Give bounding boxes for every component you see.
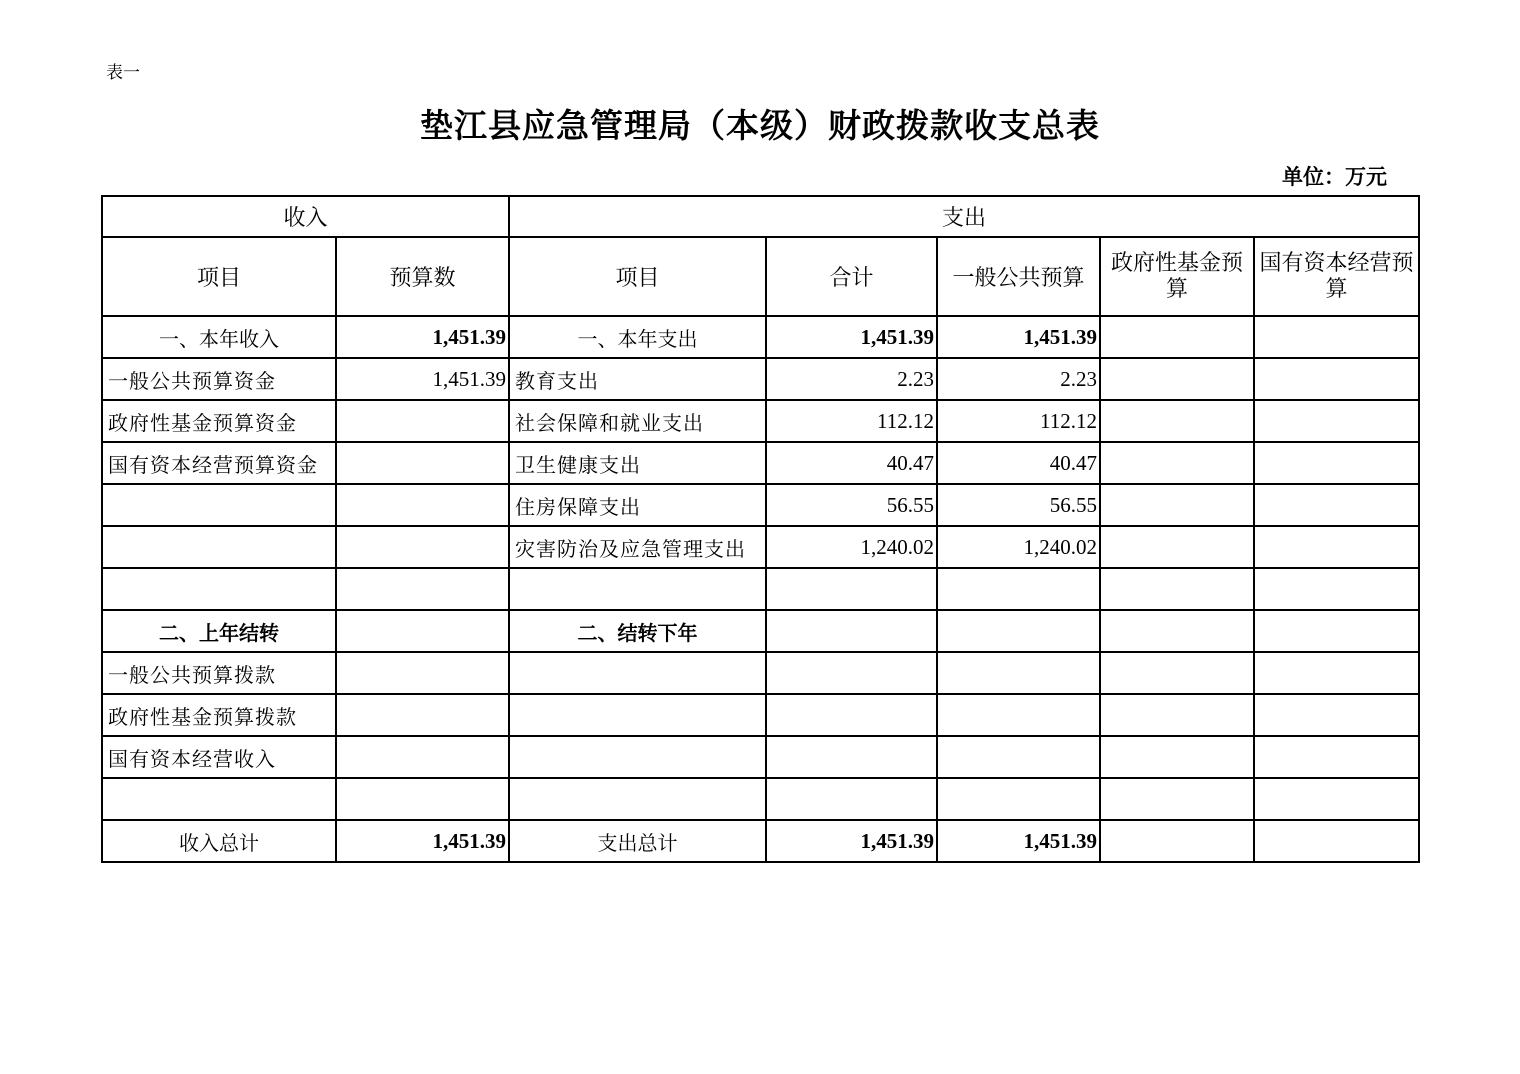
- state-capital-cell: [1254, 526, 1419, 568]
- header-row-2: [102, 237, 1419, 316]
- income-value-cell: [336, 484, 509, 526]
- total-cell: 1,240.02: [766, 526, 937, 568]
- income-item-cell: [102, 526, 336, 568]
- expenditure-item-header: 项目: [509, 237, 766, 316]
- state-capital-cell: [1254, 316, 1419, 358]
- expenditure-item-cell: 卫生健康支出: [509, 442, 766, 484]
- table-row: [102, 820, 1419, 862]
- expenditure-item-cell: 住房保障支出: [509, 484, 766, 526]
- income-value-cell: [336, 694, 509, 736]
- table-row: [102, 400, 1419, 442]
- general-public-cell: [937, 778, 1100, 820]
- income-value-cell: [336, 610, 509, 652]
- income-value-cell: [336, 568, 509, 610]
- income-item-cell: 一般公共预算资金: [102, 358, 336, 400]
- total-header: 合计: [766, 237, 937, 316]
- income-header: 收入: [102, 196, 509, 237]
- general-public-cell: [937, 736, 1100, 778]
- table-row: [102, 358, 1419, 400]
- income-value-cell: 1,451.39: [336, 820, 509, 862]
- gov-fund-cell: [1100, 778, 1254, 820]
- total-cell: [766, 736, 937, 778]
- total-cell: [766, 652, 937, 694]
- gov-fund-cell: [1100, 400, 1254, 442]
- general-public-cell: [937, 568, 1100, 610]
- income-value-cell: [336, 652, 509, 694]
- income-item-cell: 一、本年收入: [102, 316, 336, 358]
- income-item-cell: [102, 484, 336, 526]
- income-item-header: 项目: [102, 237, 336, 316]
- gov-fund-cell: [1100, 442, 1254, 484]
- gov-fund-cell: [1100, 484, 1254, 526]
- total-cell: 1,451.39: [766, 316, 937, 358]
- general-public-cell: 56.55: [937, 484, 1100, 526]
- expenditure-item-cell: 社会保障和就业支出: [509, 400, 766, 442]
- general-public-header: 一般公共预算: [937, 237, 1100, 316]
- expenditure-item-cell: 教育支出: [509, 358, 766, 400]
- income-value-cell: 1,451.39: [336, 316, 509, 358]
- total-cell: 112.12: [766, 400, 937, 442]
- total-cell: 56.55: [766, 484, 937, 526]
- expenditure-item-cell: 支出总计: [509, 820, 766, 862]
- state-capital-cell: [1254, 778, 1419, 820]
- total-cell: 40.47: [766, 442, 937, 484]
- table-row: [102, 484, 1419, 526]
- general-public-cell: [937, 694, 1100, 736]
- income-value-cell: [336, 442, 509, 484]
- state-capital-cell: [1254, 652, 1419, 694]
- budget-header: 预算数: [336, 237, 509, 316]
- total-cell: [766, 568, 937, 610]
- gov-fund-cell: [1100, 526, 1254, 568]
- total-cell: 2.23: [766, 358, 937, 400]
- state-capital-cell: [1254, 610, 1419, 652]
- table-row: [102, 526, 1419, 568]
- state-capital-cell: [1254, 568, 1419, 610]
- income-item-cell: 国有资本经营预算资金: [102, 442, 336, 484]
- gov-fund-cell: [1100, 820, 1254, 862]
- income-value-cell: [336, 778, 509, 820]
- table-body: [102, 316, 1419, 862]
- table-row: [102, 442, 1419, 484]
- income-value-cell: [336, 526, 509, 568]
- general-public-cell: 1,451.39: [937, 316, 1100, 358]
- general-public-cell: 112.12: [937, 400, 1100, 442]
- income-item-cell: 一般公共预算拨款: [102, 652, 336, 694]
- state-capital-cell: [1254, 694, 1419, 736]
- table-row: [102, 778, 1419, 820]
- table-row: [102, 568, 1419, 610]
- expenditure-header: 支出: [509, 196, 1419, 237]
- state-capital-cell: [1254, 484, 1419, 526]
- table-row: [102, 610, 1419, 652]
- income-value-cell: [336, 400, 509, 442]
- table-row: [102, 316, 1419, 358]
- expenditure-item-cell: [509, 778, 766, 820]
- income-item-cell: 政府性基金预算拨款: [102, 694, 336, 736]
- total-cell: [766, 610, 937, 652]
- gov-fund-cell: [1100, 316, 1254, 358]
- gov-fund-cell: [1100, 610, 1254, 652]
- income-item-cell: 二、上年结转: [102, 610, 336, 652]
- expenditure-item-cell: 灾害防治及应急管理支出: [509, 526, 766, 568]
- gov-fund-cell: [1100, 358, 1254, 400]
- gov-fund-cell: [1100, 694, 1254, 736]
- general-public-cell: 40.47: [937, 442, 1100, 484]
- expenditure-item-cell: [509, 652, 766, 694]
- income-value-cell: 1,451.39: [336, 358, 509, 400]
- general-public-cell: 2.23: [937, 358, 1100, 400]
- general-public-cell: [937, 610, 1100, 652]
- budget-table: [101, 195, 1420, 863]
- gov-fund-cell: [1100, 652, 1254, 694]
- expenditure-item-cell: [509, 568, 766, 610]
- general-public-cell: [937, 652, 1100, 694]
- unit-label: 单位：万元: [1282, 164, 1387, 189]
- table-row: [102, 736, 1419, 778]
- table-row: [102, 694, 1419, 736]
- general-public-cell: 1,451.39: [937, 820, 1100, 862]
- expenditure-item-cell: 二、结转下年: [509, 610, 766, 652]
- gov-fund-cell: [1100, 736, 1254, 778]
- income-item-cell: [102, 568, 336, 610]
- total-cell: [766, 778, 937, 820]
- expenditure-item-cell: [509, 694, 766, 736]
- general-public-cell: 1,240.02: [937, 526, 1100, 568]
- table-row: [102, 652, 1419, 694]
- table-tag: 表一: [106, 63, 140, 83]
- gov-fund-cell: [1100, 568, 1254, 610]
- income-item-cell: 国有资本经营收入: [102, 736, 336, 778]
- expenditure-item-cell: [509, 736, 766, 778]
- income-item-cell: 收入总计: [102, 820, 336, 862]
- header-row-1: [102, 196, 1419, 237]
- state-capital-cell: [1254, 820, 1419, 862]
- income-item-cell: 政府性基金预算资金: [102, 400, 336, 442]
- total-cell: [766, 694, 937, 736]
- expenditure-item-cell: 一、本年支出: [509, 316, 766, 358]
- total-cell: 1,451.39: [766, 820, 937, 862]
- state-capital-cell: [1254, 736, 1419, 778]
- income-item-cell: [102, 778, 336, 820]
- page-title: 垫江县应急管理局（本级）财政拨款收支总表: [420, 106, 1100, 145]
- state-capital-cell: [1254, 358, 1419, 400]
- gov-fund-header: 政府性基金预算: [1100, 237, 1254, 316]
- state-capital-cell: [1254, 442, 1419, 484]
- state-capital-cell: [1254, 400, 1419, 442]
- income-value-cell: [336, 736, 509, 778]
- state-capital-header: 国有资本经营预算: [1254, 237, 1419, 316]
